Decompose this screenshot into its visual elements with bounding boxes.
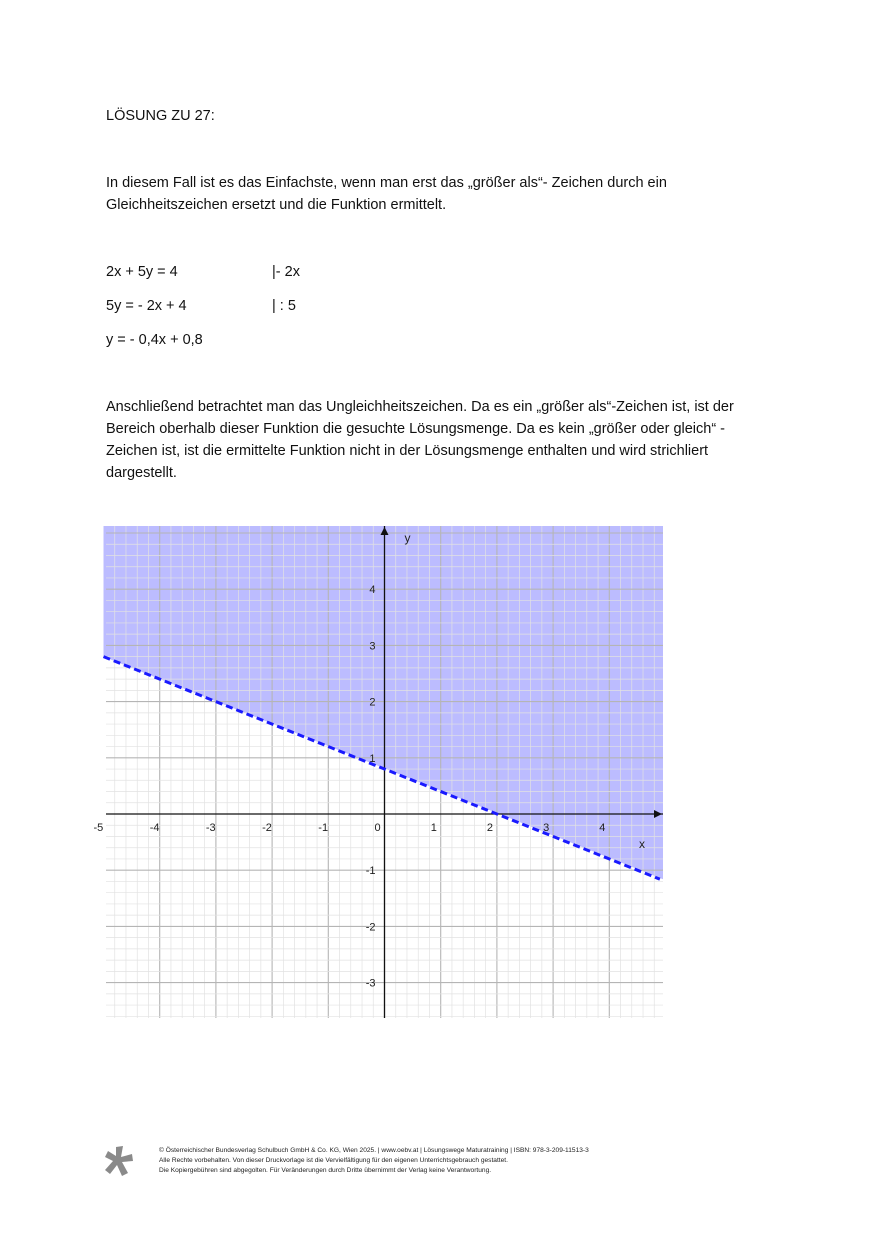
y-tick-label: -3 xyxy=(365,977,376,990)
explanation-text: Anschließend betrachtet man das Ungleichheitszeichen. Da es ein „größer als“-Zeichen ist, ist der Bereich oberhalb dieser Funktion die gesuchte Lösungsmenge. Da es kein „größer oder gleich“ -Zeichen ist, ist die ermittelte Funktion nicht in der Lösungsmenge enthalten und wird strichliert dargestellt. xyxy=(106,399,734,481)
y-tick-label: 4 xyxy=(369,584,376,597)
footer xyxy=(159,1146,589,1176)
x-axis-label: x xyxy=(639,837,645,851)
equation-step-3: y = - 0,4x + 0,8 xyxy=(106,332,203,348)
x-tick-label: -4 xyxy=(149,822,160,834)
operation-step-2: | : 5 xyxy=(272,298,296,314)
x-tick-label: -1 xyxy=(318,822,329,834)
x-tick-label: -3 xyxy=(205,822,216,834)
intro-text: In diesem Fall ist es das Einfachste, wenn man erst das „größer als“- Zeichen durch ein Gleichheitszeichen ersetzt und die Funktion ermittelt. xyxy=(106,175,667,213)
y-tick-label: -1 xyxy=(365,865,376,878)
y-tick-label: 2 xyxy=(369,696,376,709)
publisher-logo-icon xyxy=(104,1145,134,1177)
footer-rights: Alle Rechte vorbehalten. Von dieser Druckvorlage ist die Vervielfältigung für den eigenen Unterrichtsgebrauch gestattet. xyxy=(159,1157,508,1164)
x-tick-label: 4 xyxy=(599,822,606,834)
x-tick-label: -2 xyxy=(262,822,272,834)
y-axis-label: y xyxy=(404,531,411,545)
solution-region xyxy=(104,526,664,879)
x-tick-label: 2 xyxy=(486,822,494,834)
y-tick-label: 1 xyxy=(369,752,376,765)
equation-step-1: 2x + 5y = 4 xyxy=(106,264,178,280)
x-tick-label: 1 xyxy=(430,822,437,834)
inequality-graph xyxy=(93,526,663,1018)
footer-disclaimer: Die Kopiergebühren sind abgegolten. Für Veränderungen durch Dritte übernimmt der Verlag keine Verantwortung. xyxy=(159,1167,492,1174)
footer-copyright: © Österreichischer Bundesverlag Schulbuch GmbH & Co. KG, Wien 2025. | www.oebv.at | Lösungswege Maturatraining | ISBN: 978-3-209-11513-3 xyxy=(159,1147,589,1154)
x-tick-label: 0 xyxy=(374,822,381,834)
page-title: LÖSUNG ZU 27: xyxy=(106,108,215,124)
y-tick-label: -2 xyxy=(365,921,376,934)
operation-step-1: |- 2x xyxy=(272,264,300,280)
equation-step-2: 5y = - 2x + 4 xyxy=(106,298,187,314)
y-tick-label: 3 xyxy=(369,640,376,653)
x-tick-label: -5 xyxy=(93,822,104,834)
x-tick-label: 3 xyxy=(543,822,550,834)
